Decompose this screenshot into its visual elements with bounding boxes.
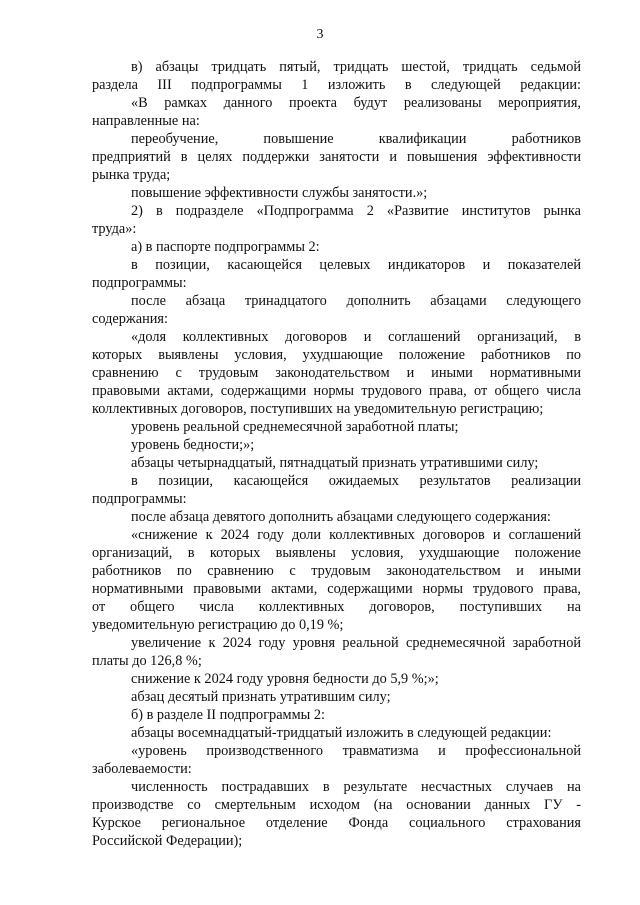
text-line: труда»:	[92, 221, 137, 237]
text-line: б) в разделе II подпрограммы 2:	[131, 707, 325, 723]
text-line: «уровень производственного травматизма и профессиональной	[131, 743, 581, 759]
text-line: а) в паспорте подпрограммы 2:	[131, 239, 320, 255]
text-line: «доля коллективных договоров и соглашений организаций, в	[131, 329, 581, 345]
text-line: абзацы восемнадцатый-тридцатый изложить в следующей редакции:	[131, 725, 552, 741]
text-line: платы до 126,8 %;	[92, 653, 202, 669]
text-line: подпрограммы:	[92, 275, 187, 291]
text-line: подпрограммы:	[92, 491, 187, 507]
text-line: правовыми актами, содержащими нормы трудового права, от общего числа	[92, 383, 581, 399]
text-line: абзац десятый признать утратившим силу;	[131, 689, 391, 705]
text-line: «снижение к 2024 году доли коллективных договоров и соглашений	[131, 527, 581, 543]
text-line: после абзаца тринадцатого дополнить абзацами следующего	[131, 293, 581, 309]
text-line: содержания:	[92, 311, 168, 327]
text-line: в) абзацы тридцать пятый, тридцать шестой, тридцать седьмой	[131, 59, 581, 75]
text-line: переобучение, повышение квалификации работников	[131, 131, 581, 147]
page-number: 3	[316, 27, 324, 42]
text-line: повышение эффективности службы занятости.»;	[131, 185, 428, 201]
text-line: абзацы четырнадцатый, пятнадцатый признать утратившими силу;	[131, 455, 539, 471]
text-line: 2) в подразделе «Подпрограмма 2 «Развитие институтов рынка	[131, 203, 581, 219]
text-line: Курское региональное отделение Фонда социального страхования	[92, 815, 581, 831]
text-line: численность пострадавших в результате несчастных случаев на	[131, 779, 581, 795]
text-line: уровень реальной среднемесячной заработной платы;	[131, 419, 459, 435]
text-line: направленные на:	[92, 113, 200, 129]
text-line: коллективных договоров, поступивших на уведомительную регистрацию;	[92, 401, 544, 417]
text-line: уровень бедности;»;	[131, 437, 255, 453]
text-line: заболеваемости:	[92, 761, 192, 777]
text-line: которых выявлены условия, ухудшающие положение работников по	[92, 347, 581, 363]
text-line: в позиции, касающейся ожидаемых результатов реализации	[131, 473, 581, 489]
text-line: увеличение к 2024 году уровня реальной среднемесячной заработной	[131, 635, 581, 651]
text-line: в позиции, касающейся целевых индикаторов и показателей	[131, 257, 581, 273]
text-line: снижение к 2024 году уровня бедности до 5,9 %;»;	[131, 671, 439, 687]
text-line: раздела III подпрограммы 1 изложить в следующей редакции:	[92, 77, 581, 93]
text-line: от общего числа коллективных договоров, поступивших на	[92, 599, 581, 615]
text-line: нормативными правовыми актами, содержащими нормы трудового права,	[92, 581, 581, 597]
text-line: производстве со смертельным исходом (на основании данных ГУ -	[92, 797, 581, 813]
text-line: «В рамках данного проекта будут реализованы мероприятия,	[131, 95, 581, 111]
text-line: Российской Федерации);	[92, 833, 243, 849]
text-line: рынка труда;	[92, 167, 171, 183]
text-line: уведомительную регистрацию до 0,19 %;	[92, 617, 344, 633]
text-line: предприятий в целях поддержки занятости и повышения эффективности	[92, 149, 581, 165]
text-line: сравнению с трудовым законодательством и иными нормативными	[92, 365, 581, 381]
text-line: организаций, в которых выявлены условия, ухудшающие положение	[92, 545, 581, 561]
text-line: после абзаца девятого дополнить абзацами следующего содержания:	[131, 509, 551, 525]
text-line: работников по сравнению с трудовым законодательством и иными	[92, 563, 581, 579]
